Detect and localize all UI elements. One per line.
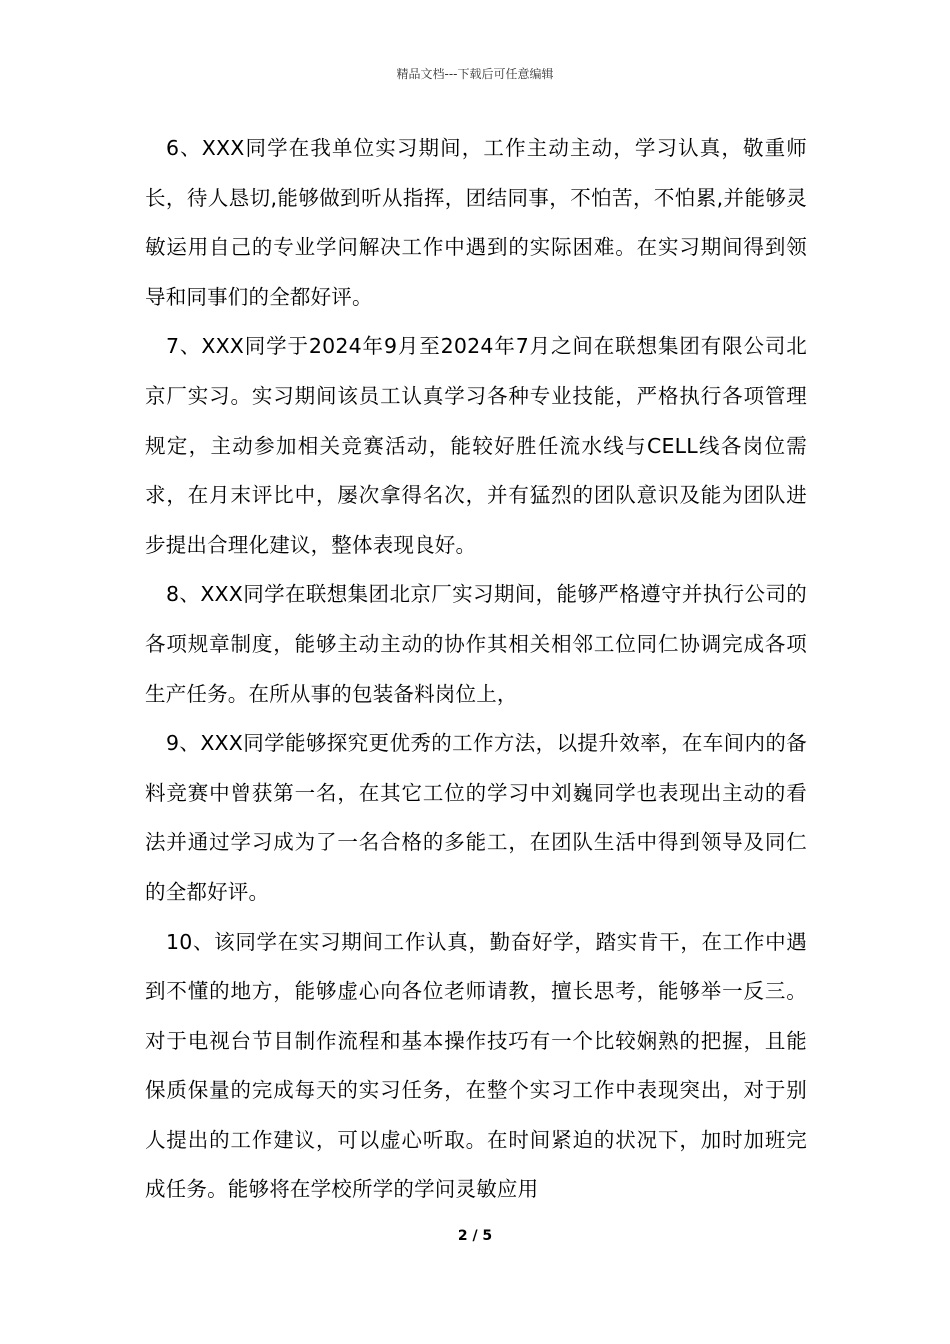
paragraph-item-7: 7、XXX同学于2024年9月至2024年7月之间在联想集团有限公司北京厂实习。实习期间该员工认真学习各种专业技能，严格执行各项管理规定，主动参加相关竞赛活动，能较好胜任流水线与CELL线各岗位需求，在月末评比中，屡次拿得名次，并有猛烈的团队意识及能为团队进步提出合理化建议，整体表现良好。 [145,334,807,557]
document-body [145,124,807,1215]
paragraph-item-9: 9、XXX同学能够探究更优秀的工作方法，以提升效率，在车间内的备料竞赛中曾获第一名，在其它工位的学习中刘巍同学也表现出主动的看法并通过学习成为了一名合格的多能工，在团队生活中得到领导及同仁的全都好评。 [145,731,807,904]
paragraph-item-10: 10、该同学在实习期间工作认真，勤奋好学，踏实肯干，在工作中遇到不懂的地方，能够虚心向各位老师请教，擅长思考，能够举一反三。对于电视台节目制作流程和基本操作技巧有一个比较娴熟的把握，且能保质保量的完成每天的实习任务，在整个实习工作中表现突出，对于别人提出的工作建议，可以虚心听取。在时间紧迫的状况下，加时加班完成任务。能够将在学校所学的学问灵敏应用 [145,929,807,1202]
paragraph-item-6: 6、XXX同学在我单位实习期间，工作主动主动，学习认真，敬重师长，待人恳切,能够做到听从指挥，团结同事，不怕苦，不怕累,并能够灵敏运用自己的专业学问解决工作中遇到的实际困难。在实习期间得到领导和同事们的全都好评。 [145,136,807,309]
paragraph-item-8: 8、XXX同学在联想集团北京厂实习期间，能够严格遵守并执行公司的各项规章制度，能够主动主动的协作其相关相邻工位同仁协调完成各项生产任务。在所从事的包装备料岗位上， [145,582,807,706]
page-header: 精品文档---下载后可任意编辑 [396,67,554,81]
page-number: 2 / 5 [457,1228,493,1244]
